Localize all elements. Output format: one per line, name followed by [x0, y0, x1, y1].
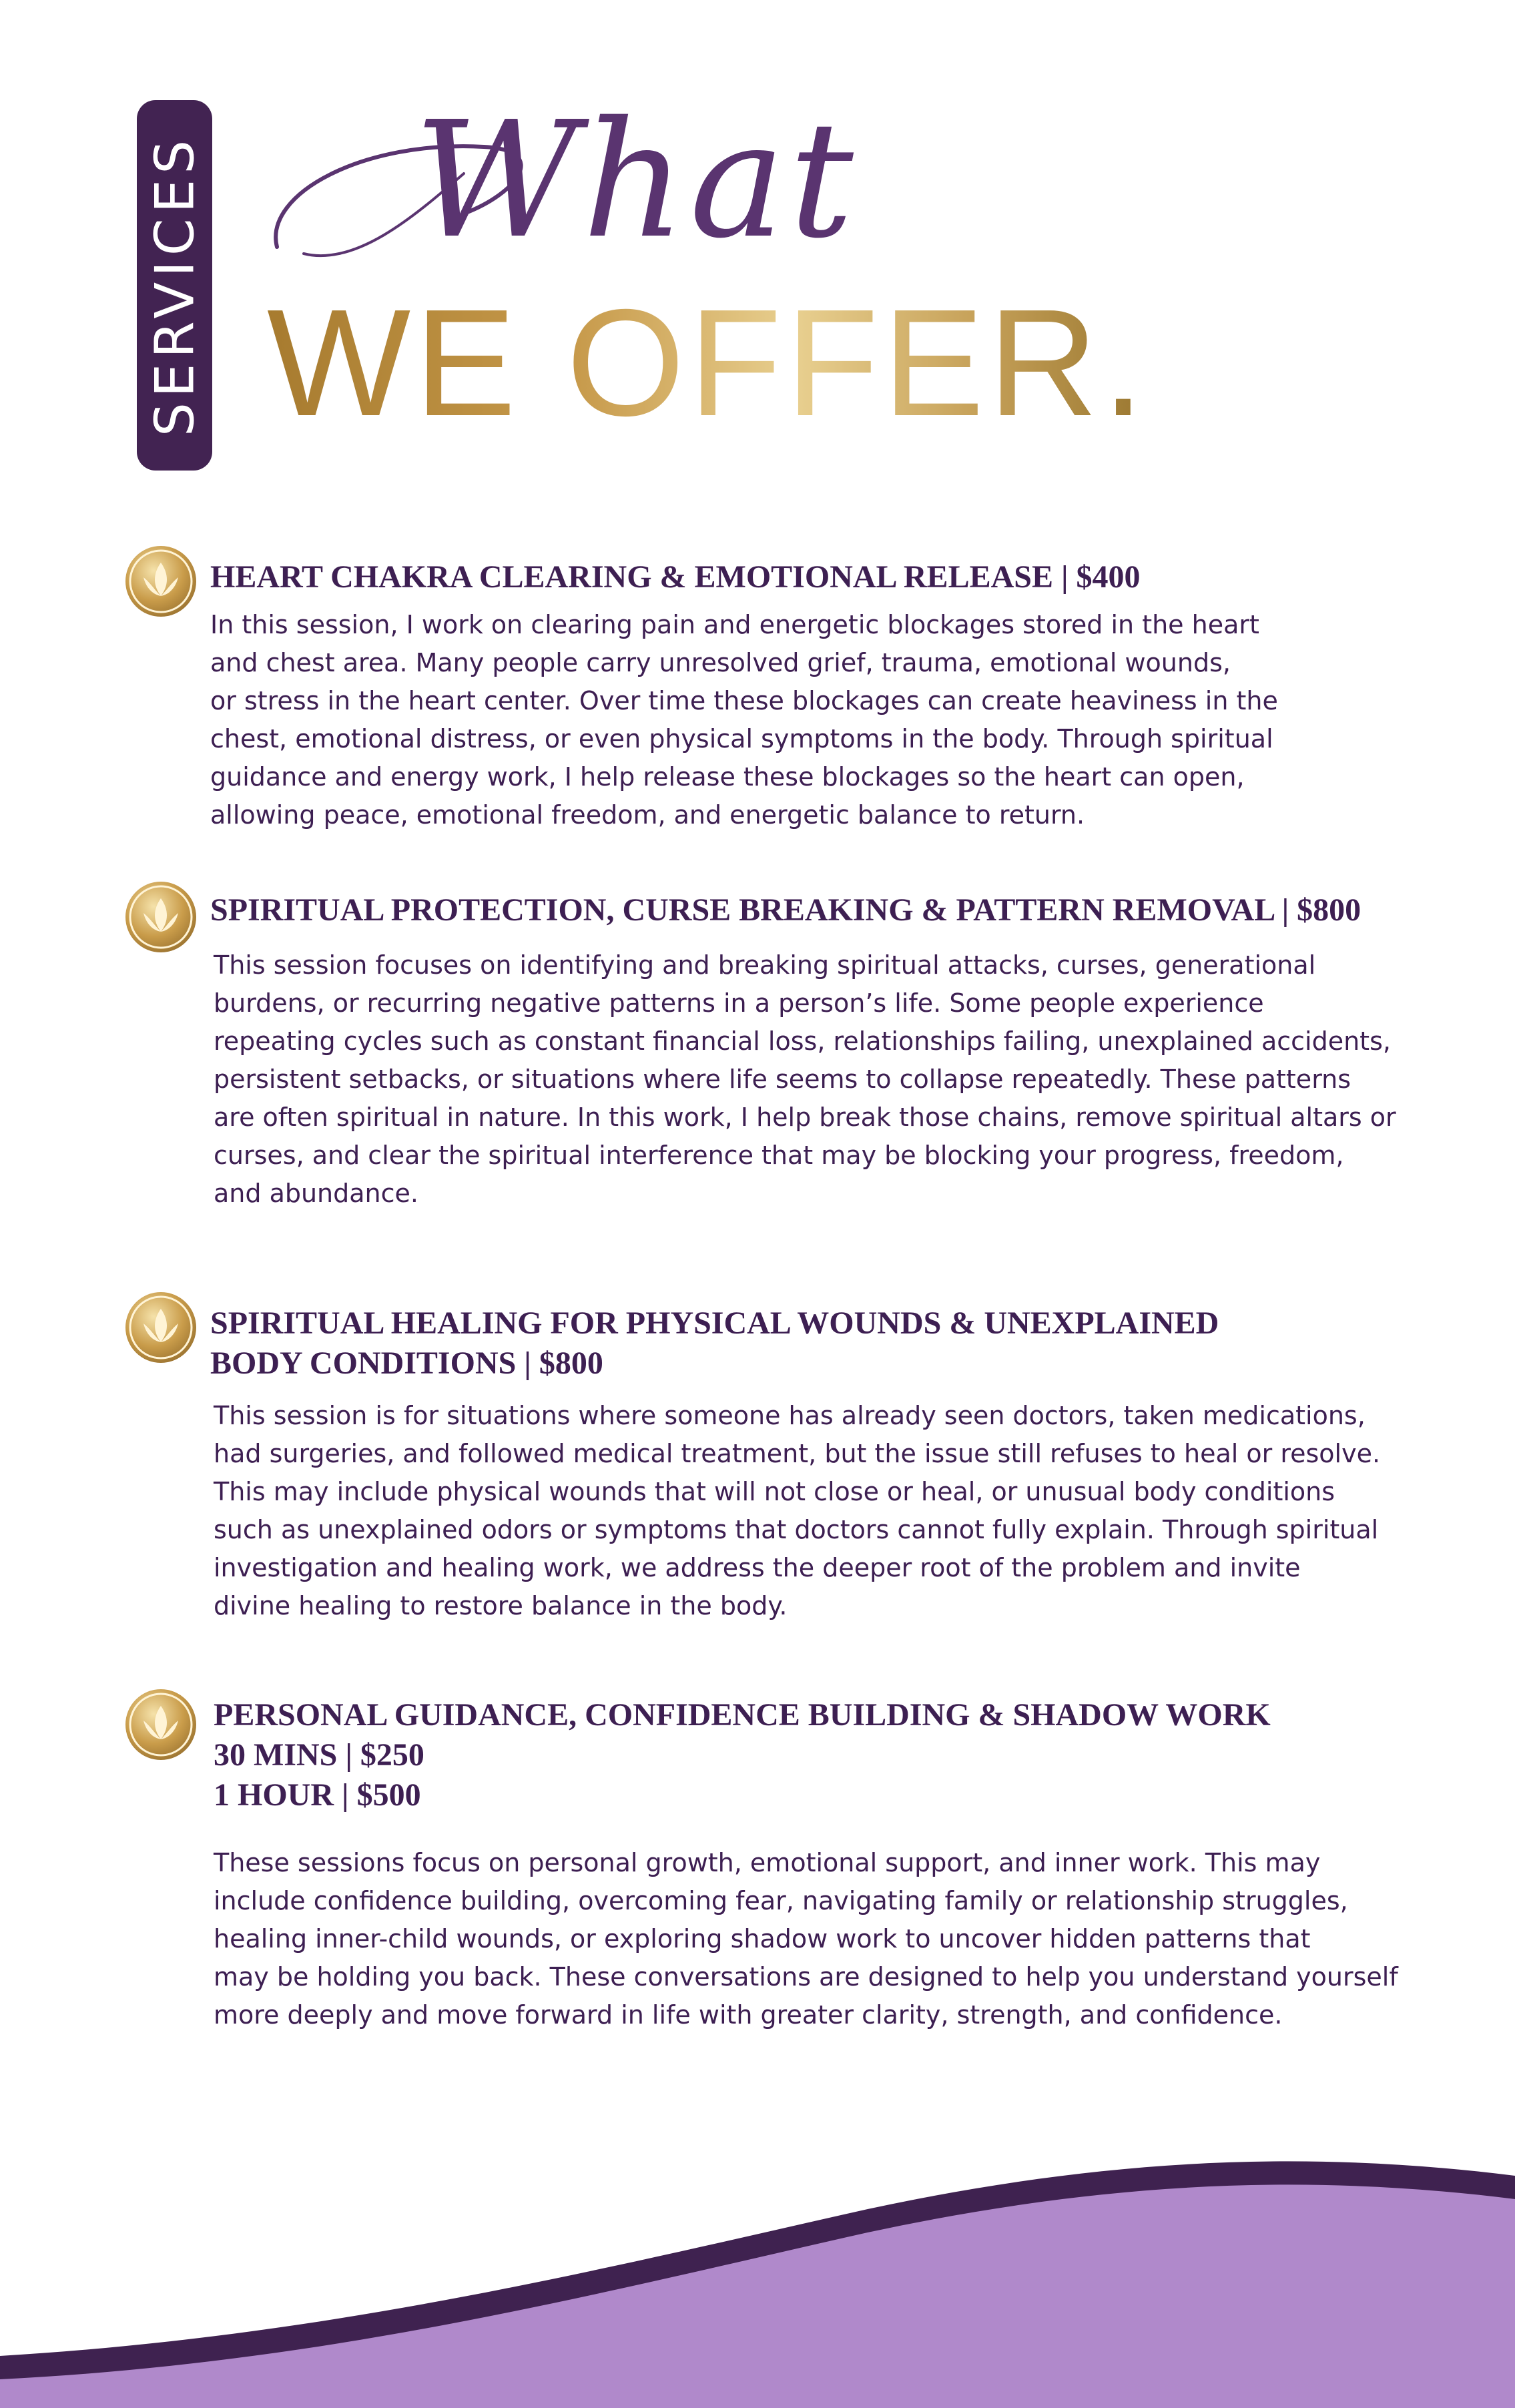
service-body-line: had surgeries, and followed medical treatment, but the issue still refuses to heal or resolve. [214, 1439, 1381, 1468]
service-body-line: may be holding you back. These conversations are designed to help you understand yourself [214, 1962, 1398, 1992]
service-title-line: HEART CHAKRA CLEARING & EMOTIONAL RELEASE | $400 [210, 559, 1141, 595]
service-body-line: burdens, or recurring negative patterns in a person’s life. Some people experience [214, 988, 1264, 1018]
side-tab-label: SERVICES [143, 134, 206, 436]
lotus-emblem-icon [123, 1687, 198, 1762]
service-body-line: healing inner-child wounds, or exploring shadow work to uncover hidden patterns that [214, 1924, 1311, 1953]
service-title-line: BODY CONDITIONS | $800 [210, 1345, 603, 1381]
services-side-tab [137, 100, 212, 471]
service-body-line: and abundance. [214, 1179, 418, 1208]
service-body-line: divine healing to restore balance in the body. [214, 1591, 788, 1620]
service-body-line: and chest area. Many people carry unresolved grief, trauma, emotional wounds, [210, 648, 1231, 677]
service-body-line: such as unexplained odors or symptoms that doctors cannot fully explain. Through spiritual [214, 1515, 1379, 1544]
script-title-what: What [414, 87, 858, 274]
service-body-line: In this session, I work on clearing pain and energetic blockages stored in the heart [210, 610, 1259, 639]
service-body-line: are often spiritual in nature. In this work, I help break those chains, remove spiritual altars or [214, 1103, 1396, 1132]
page-title: WE OFFER. [267, 278, 1149, 448]
service-body-line: or stress in the heart center. Over time these blockages can create heaviness in the [210, 686, 1278, 715]
service-title-line: SPIRITUAL PROTECTION, CURSE BREAKING & PATTERN REMOVAL | $800 [210, 892, 1361, 928]
service-title-line: 1 HOUR | $500 [214, 1777, 421, 1813]
service-body-line: repeating cycles such as constant financial loss, relationships failing, unexplained accidents, [214, 1026, 1391, 1056]
service-body-line: curses, and clear the spiritual interference that may be blocking your progress, freedom, [214, 1141, 1344, 1170]
service-title-line: SPIRITUAL HEALING FOR PHYSICAL WOUNDS & UNEXPLAINED [210, 1305, 1219, 1341]
service-body-line: allowing peace, emotional freedom, and energetic balance to return. [210, 800, 1085, 830]
lotus-emblem-icon [123, 880, 198, 954]
lotus-emblem-icon [123, 1290, 198, 1365]
service-title-line: PERSONAL GUIDANCE, CONFIDENCE BUILDING & SHADOW WORK [214, 1697, 1271, 1733]
service-body-line: persistent setbacks, or situations where life seems to collapse repeatedly. These patterns [214, 1065, 1351, 1094]
service-body-line: This session is for situations where someone has already seen doctors, taken medications, [214, 1401, 1366, 1430]
service-body-line: These sessions focus on personal growth, emotional support, and inner work. This may [214, 1848, 1321, 1877]
lotus-emblem-icon [123, 544, 198, 619]
service-body-line: chest, emotional distress, or even physical symptoms in the body. Through spiritual [210, 724, 1273, 754]
service-body-line: include confidence building, overcoming fear, navigating family or relationship struggles, [214, 1886, 1348, 1915]
bottom-wave [0, 2136, 1515, 2408]
service-body-line: investigation and healing work, we address the deeper root of the problem and invite [214, 1553, 1301, 1582]
service-body-line: This session focuses on identifying and breaking spiritual attacks, curses, generational [214, 950, 1316, 980]
service-body-line: more deeply and move forward in life with greater clarity, strength, and confidence. [214, 2000, 1283, 2030]
service-body-line: This may include physical wounds that will not close or heal, or unusual body conditions [214, 1477, 1335, 1506]
service-title-line: 30 MINS | $250 [214, 1737, 424, 1773]
service-body-line: guidance and energy work, I help release these blockages so the heart can open, [210, 762, 1245, 792]
